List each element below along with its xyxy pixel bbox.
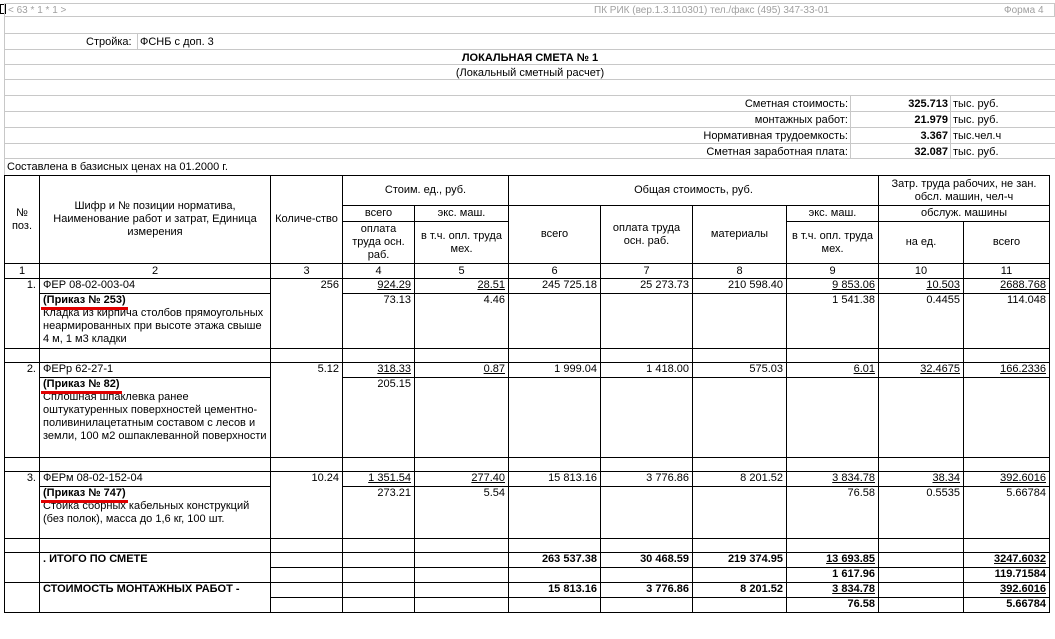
header-row	[5, 176, 1050, 206]
empty-cell	[5, 583, 40, 613]
install-total-pay: 3 776.86	[601, 583, 693, 598]
total-materials: 219 374.95	[693, 553, 787, 568]
empty-cell	[509, 487, 601, 539]
row-code	[40, 279, 271, 294]
empty-cell	[415, 553, 509, 568]
empty-cell	[271, 568, 343, 583]
row-unit-all: 1 351.54	[368, 472, 411, 484]
header-unit-all: всего	[343, 206, 415, 222]
row-total-all: 15 813.16	[509, 472, 601, 487]
grid-line	[950, 95, 951, 159]
col-number: 3	[271, 264, 343, 279]
column-number-row	[5, 264, 1050, 279]
row-labor-all-2: 5.66784	[964, 487, 1050, 539]
row-per-unit: 32.4675	[920, 363, 960, 375]
summary-value-install: 21.979	[914, 114, 948, 126]
empty-cell	[509, 598, 601, 613]
empty-cell	[693, 598, 787, 613]
summary-value-wage: 32.087	[914, 146, 948, 158]
spacer-row	[5, 458, 1050, 472]
row-qty: 256	[271, 279, 343, 349]
empty-cell	[601, 294, 693, 349]
grid-line	[4, 111, 1055, 112]
spacer-row	[5, 349, 1050, 363]
table-row	[5, 472, 1050, 487]
row-unit-incl: 5.54	[415, 487, 509, 539]
header-labor-all: всего	[964, 222, 1050, 264]
install-total-labor-all-2: 5.66784	[964, 598, 1050, 613]
total-pay: 30 468.59	[601, 553, 693, 568]
empty-cell	[879, 568, 964, 583]
row-unit-all: 924.29	[377, 279, 411, 291]
order-reference: (Приказ № 747)	[43, 487, 126, 499]
col-number: 6	[509, 264, 601, 279]
header-materials: материалы	[693, 206, 787, 264]
row-per-unit-2: 0.4455	[879, 294, 964, 349]
order-reference: (Приказ № 82)	[43, 378, 120, 390]
install-total-all: 15 813.16	[509, 583, 601, 598]
col-number: 1	[5, 264, 40, 279]
col-number: 10	[879, 264, 964, 279]
summary-unit-install: тыс. руб.	[953, 114, 999, 126]
grid-line	[4, 158, 1055, 159]
row-code	[40, 363, 271, 378]
row-no: 3.	[5, 472, 40, 539]
grid-line	[4, 127, 1055, 128]
empty-cell	[601, 598, 693, 613]
program-info: ПК РИК (вер.1.3.110301) тел./факс (495) 347-33-01	[594, 5, 829, 16]
row-unit-exs: 277.40	[471, 472, 505, 484]
header-total-exs: экс. маш.	[787, 206, 879, 222]
row-code-text: ФЕРм 08-02-152-04	[43, 472, 143, 484]
summary-label-install: монтажных работ:	[754, 114, 848, 126]
row-total-incl: 1 541.38	[787, 294, 879, 349]
row-per-unit: 38.34	[932, 472, 960, 484]
row-labor-all-2: 114.048	[964, 294, 1050, 349]
row-name: Кладка из кирпича столбов прямоугольных неармированных при высоте этажа свыше 4 м, 1 м3 кладки	[43, 307, 264, 345]
grid-line	[4, 64, 1055, 65]
row-materials: 8 201.52	[693, 472, 787, 487]
row-labor-all-2	[964, 378, 1050, 458]
empty-cell	[415, 568, 509, 583]
row-unit-pay: 205.15	[343, 378, 415, 458]
summary-unit-estimate: тыс. руб.	[953, 98, 999, 110]
row-description	[40, 294, 271, 349]
total-incl: 1 617.96	[787, 568, 879, 583]
row-unit-incl: 4.46	[415, 294, 509, 349]
header-unit-exs: экс. маш.	[415, 206, 509, 222]
row-unit-incl	[415, 378, 509, 458]
empty-cell	[509, 294, 601, 349]
empty-cell	[601, 568, 693, 583]
row-total-exs: 9 853.06	[832, 279, 875, 291]
row-per-unit-2	[879, 378, 964, 458]
row-unit-exs: 28.51	[477, 279, 505, 291]
row-name: Сплошная шпаклевка ранее оштукатуренных поверхностей цементно-поливинилацетатным составом с лесов и земли, 100 м2 ошпаклеванной поверхности	[43, 391, 267, 442]
header-labor: Затр. труда рабочих, не зан. обсл. машин, чел-ч	[879, 176, 1050, 206]
grid-line	[4, 79, 1055, 80]
header-unit-incl: в т.ч. опл. труда мех.	[415, 222, 509, 264]
row-labor-all: 166.2336	[1000, 363, 1046, 375]
row-description	[40, 378, 271, 458]
summary-value-labor: 3.367	[920, 130, 948, 142]
row-labor-all: 2688.768	[1000, 279, 1046, 291]
install-total-incl: 76.58	[787, 598, 879, 613]
row-total-exs: 6.01	[853, 363, 875, 375]
summary-label-labor: Нормативная трудоемкость:	[703, 130, 848, 142]
header-code: Шифр и № позиции норматива, Наименование работ и затрат, Единица измерения	[40, 176, 271, 264]
empty-cell	[879, 598, 964, 613]
row-name: Стойка сборных кабельных конструкций (без полок), масса до 1,6 кг, 100 шт.	[43, 500, 250, 525]
grid-line	[137, 33, 138, 49]
empty-cell	[601, 487, 693, 539]
row-materials: 575.03	[693, 363, 787, 378]
total-row	[5, 583, 1050, 598]
row-qty: 10.24	[271, 472, 343, 539]
row-total-pay: 3 776.86	[601, 472, 693, 487]
total-exs: 13 693.85	[826, 553, 875, 565]
table-row	[5, 378, 1050, 458]
col-number: 8	[693, 264, 787, 279]
row-qty: 5.12	[271, 363, 343, 458]
row-total-all: 245 725.18	[509, 279, 601, 294]
empty-cell	[343, 598, 415, 613]
form-label: Форма 4	[1004, 5, 1044, 16]
header-qty: Количе-ство	[271, 176, 343, 264]
row-per-unit: 10.503	[926, 279, 960, 291]
empty-cell	[271, 583, 343, 598]
table-row	[5, 487, 1050, 539]
project-value: ФСНБ с доп. 3	[140, 36, 214, 48]
summary-unit-labor: тыс.чел.ч	[953, 130, 1002, 142]
col-number: 11	[964, 264, 1050, 279]
row-total-all: 1 999.04	[509, 363, 601, 378]
header-unit-cost: Стоим. ед., руб.	[343, 176, 509, 206]
empty-cell	[415, 583, 509, 598]
header-total-cost: Общая стоимость, руб.	[509, 176, 879, 206]
row-unit-exs: 0.87	[483, 363, 505, 375]
empty-cell	[693, 568, 787, 583]
grid-line	[4, 143, 1055, 144]
empty-cell	[5, 553, 40, 583]
install-total-label: СТОИМОСТЬ МОНТАЖНЫХ РАБОТ -	[40, 583, 271, 613]
empty-cell	[271, 598, 343, 613]
table-row	[5, 294, 1050, 349]
empty-cell	[601, 378, 693, 458]
empty-cell	[509, 568, 601, 583]
col-number: 4	[343, 264, 415, 279]
install-total-labor-all: 392.6016	[1000, 583, 1046, 595]
document-subtitle: (Локальный сметный расчет)	[455, 67, 605, 79]
page-nav[interactable]: < 63 * 1 * 1 >	[8, 5, 67, 16]
summary-label-wage: Сметная заработная плата:	[706, 146, 848, 158]
summary-unit-wage: тыс. руб.	[953, 146, 999, 158]
empty-cell	[693, 487, 787, 539]
row-unit-pay: 273.21	[343, 487, 415, 539]
empty-cell	[693, 294, 787, 349]
row-no: 1.	[5, 279, 40, 349]
grid-line	[4, 95, 1055, 96]
row-code-text: ФЕРр 62-27-1	[43, 363, 114, 375]
total-row	[5, 553, 1050, 568]
total-labor-all: 3247.6032	[994, 553, 1046, 565]
row-total-exs: 3 834.78	[832, 472, 875, 484]
grid-line	[4, 33, 1055, 34]
row-total-pay: 1 418.00	[601, 363, 693, 378]
estimate-table	[4, 175, 1050, 613]
row-total-incl: 76.58	[787, 487, 879, 539]
row-total-incl	[787, 378, 879, 458]
empty-cell	[879, 583, 964, 598]
row-unit-all: 318.33	[377, 363, 411, 375]
basis-note: Составлена в базисных ценах на 01.2000 г.	[7, 161, 228, 173]
table-row	[5, 363, 1050, 378]
install-total-exs: 3 834.78	[832, 583, 875, 595]
col-number: 2	[40, 264, 271, 279]
col-number: 5	[415, 264, 509, 279]
document-title: ЛОКАЛЬНАЯ СМЕТА № 1	[461, 52, 599, 64]
empty-cell	[415, 598, 509, 613]
row-materials: 210 598.40	[693, 279, 787, 294]
empty-cell	[343, 568, 415, 583]
install-total-materials: 8 201.52	[693, 583, 787, 598]
row-total-pay: 25 273.73	[601, 279, 693, 294]
empty-cell	[509, 378, 601, 458]
summary-label-estimate: Сметная стоимость:	[744, 98, 848, 110]
header-per-unit: на ед.	[879, 222, 964, 264]
grid-line	[4, 17, 5, 175]
row-description	[40, 487, 271, 539]
header-unit-pay: оплата труда осн. раб.	[343, 222, 415, 264]
spacer-row	[5, 539, 1050, 553]
empty-cell	[693, 378, 787, 458]
total-label: . ИТОГО ПО СМЕТЕ	[40, 553, 271, 583]
project-label: Стройка:	[86, 36, 132, 48]
empty-cell	[271, 553, 343, 568]
row-labor-all: 392.6016	[1000, 472, 1046, 484]
total-all: 263 537.38	[509, 553, 601, 568]
col-number: 7	[601, 264, 693, 279]
empty-cell	[343, 553, 415, 568]
row-code-text: ФЕР 08-02-003-04	[43, 279, 136, 291]
row-unit-pay: 73.13	[343, 294, 415, 349]
header-strip	[4, 3, 1055, 17]
header-serv: обслуж. машины	[879, 206, 1050, 222]
row-code	[40, 472, 271, 487]
table-row	[5, 279, 1050, 294]
total-labor-all-2: 119.71584	[964, 568, 1050, 583]
row-no: 2.	[5, 363, 40, 458]
grid-line	[850, 95, 851, 159]
grid-line	[4, 49, 1055, 50]
header-total-all: всего	[509, 206, 601, 264]
col-number: 9	[787, 264, 879, 279]
empty-cell	[343, 583, 415, 598]
header-total-pay: оплата труда осн. раб.	[601, 206, 693, 264]
row-per-unit-2: 0.5535	[879, 487, 964, 539]
summary-value-estimate: 325.713	[908, 98, 948, 110]
empty-cell	[879, 553, 964, 568]
order-reference: (Приказ № 253)	[43, 294, 126, 306]
header-total-incl: в т.ч. опл. труда мех.	[787, 222, 879, 264]
header-no: № поз.	[5, 176, 40, 264]
